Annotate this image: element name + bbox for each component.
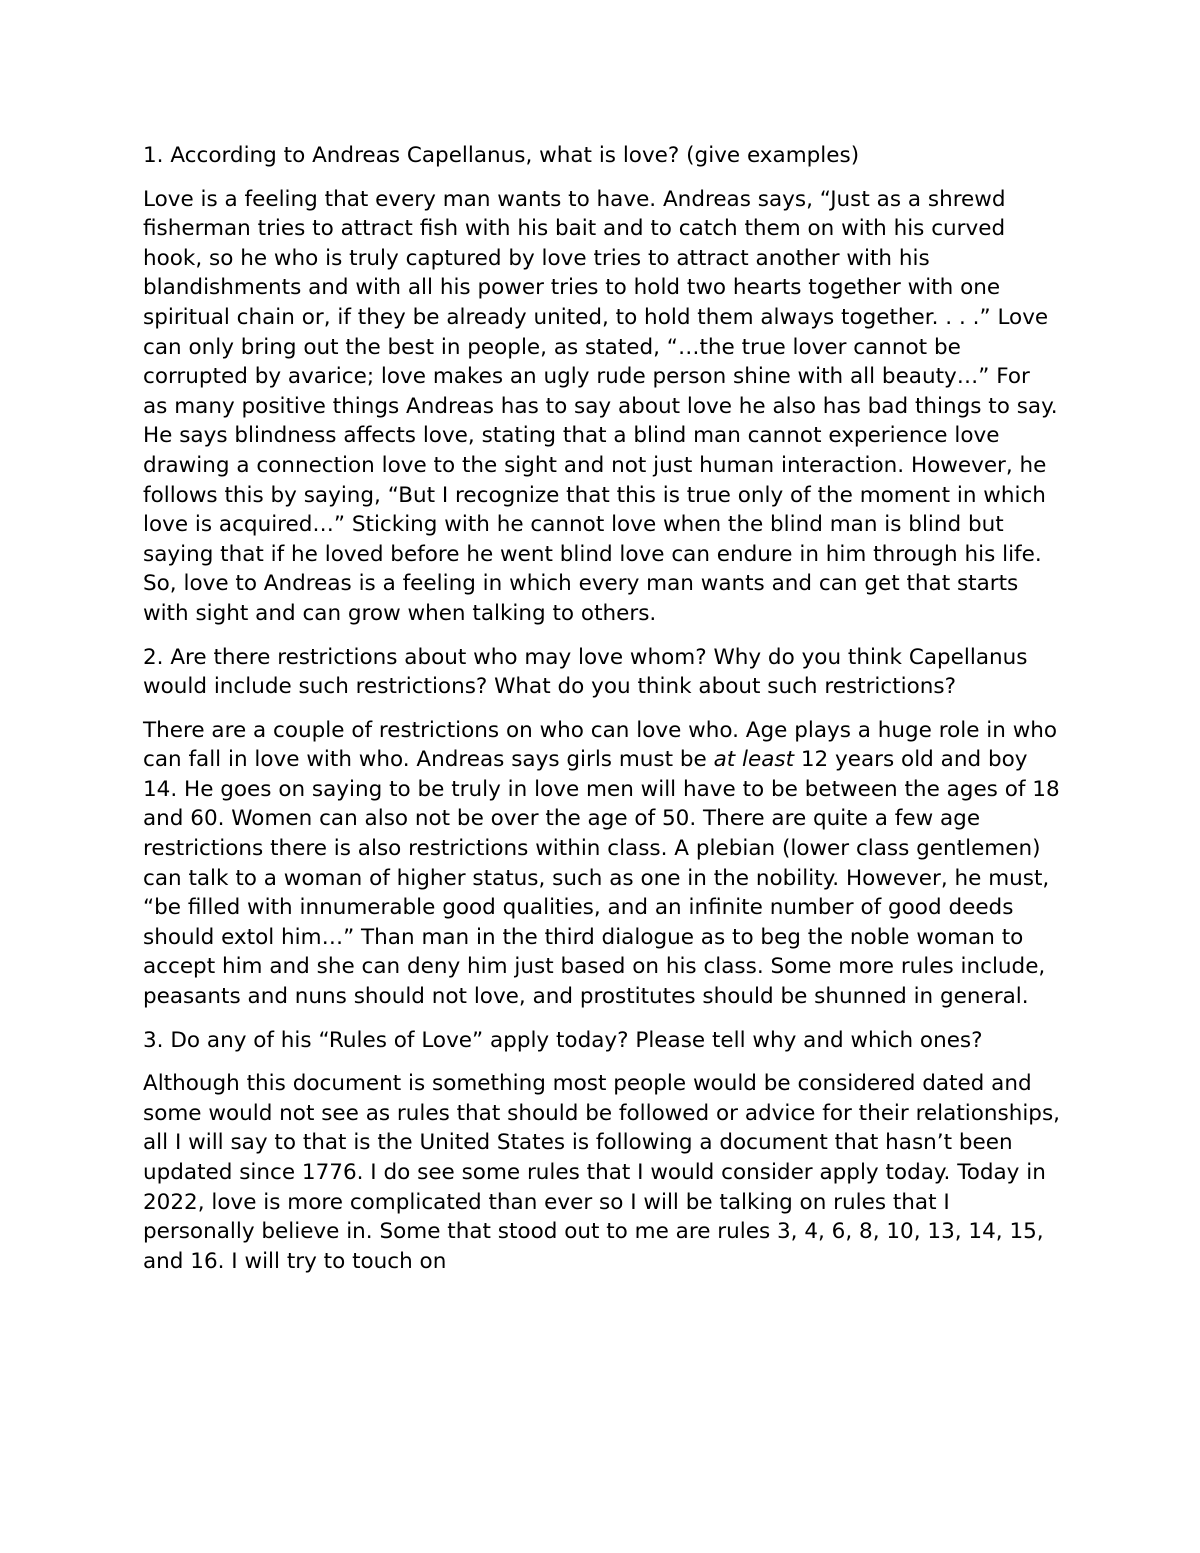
answer-3: Although this document is something most people would be considered dated and some would not see as rules that should be followed or advice for their relationships, all I will say to that is the United States is following a document that hasn’t been updated since 1776. I do see some rules that I would consider apply today. Today in 2022, love is more complicated than ever so I will be talking on rules that I personally believe in. Some that stood out to me are rules 3, 4, 6, 8, 10, 13, 14, 15, and 16. I will try to touch on — [143, 1071, 1060, 1274]
answer-2-text-start: There are a couple of restrictions on who can love who. Age plays a huge role in who can fall in love with who. Andreas says girls must be — [143, 717, 1058, 773]
answer-1: Love is a feeling that every man wants to have. Andreas says, “Just as a shrewd fisherman tries to attract fish with his bait and to catch them on with his curved hook, so he who is truly captured by love tries to attract another with his blandishments and with all his power tries to hold two hearts together with one spiritual chain or, if they be already united, to hold them always together. . . .” Love can only bring out the best in people, as stated, “…the true lover cannot be corrupted by avarice; love makes an ugly rude person shine with all beauty…” For as many positive things Andreas has to say about love he also has bad things to say. He says blindness affects love, stating that a blind man cannot experience love drawing a connection love to the sight and not just human interaction. However, he follows this by saying, “But I recognize that this is true only of the moment in which love is acquired…” Sticking with he cannot love when the blind man is blind but saying that if he loved before he went blind love can endure in him through his life. So, love to Andreas is a feeling in which every man wants and can get that starts with sight and can grow when talking to others. — [143, 186, 1058, 626]
question-2: 2. Are there restrictions about who may love whom? Why do you think Capellanus would include such restrictions? What do you think about such restrictions? — [143, 644, 1028, 700]
question-1: 1. According to Andreas Capellanus, what is love? (give examples) — [143, 143, 860, 168]
document-body — [143, 141, 1061, 1290]
question-3: 3. Do any of his “Rules of Love” apply today? Please tell why and which ones? — [143, 1027, 983, 1053]
answer-2 — [143, 716, 1061, 1012]
answer-2-emphasis: at least — [713, 747, 795, 773]
answer-2-text-end: 12 years old and boy 14. He goes on saying to be truly in love men will have to be between the ages of 18 and 60. Women can also not be over the age of 50. There are quite a few age restrictions there is also restrictions within class. A plebian (lower class gentlemen) can talk to a woman of higher status, such as one in the nobility. However, he must, “be filled with innumerable good qualities, and an infinite number of good deeds should extol him…” Than man in the third dialogue as to beg the noble woman to accept him and she can deny him just based on his class. Some more rules include, peasants and nuns should not love, and prostitutes should be shunned in general. — [143, 747, 1060, 1010]
